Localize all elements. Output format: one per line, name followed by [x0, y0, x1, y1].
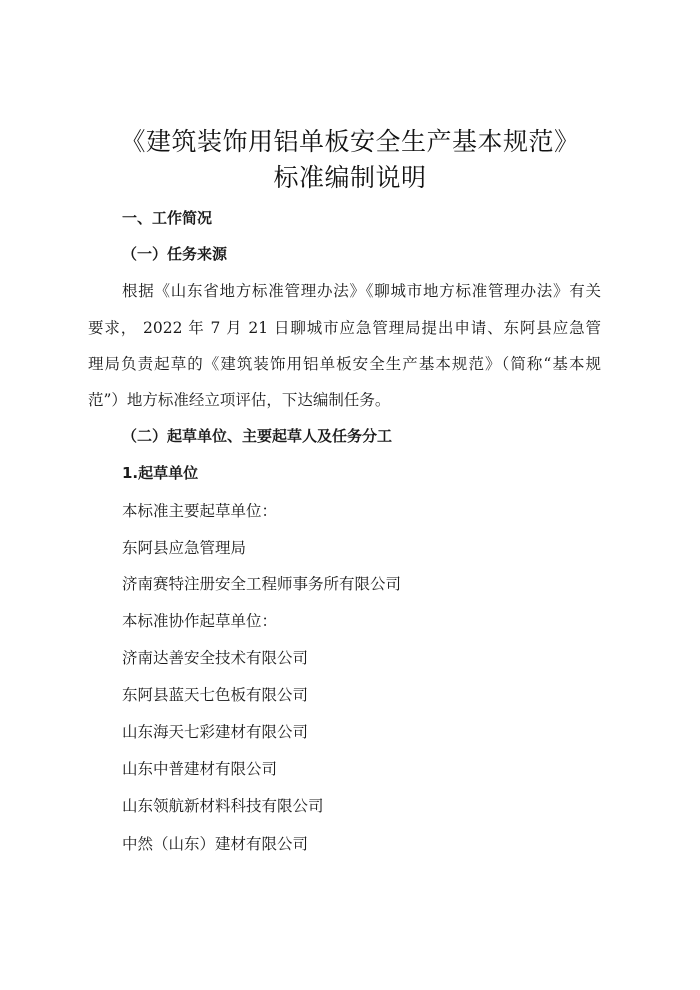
coop-unit-item: 山东领航新材料科技有限公司 — [122, 797, 324, 815]
paragraph-line: 要求， 2022 年 7 月 21 日聊城市应急管理局提出申请、东阿县应急管 — [88, 319, 601, 337]
subsection-heading-drafting-units: （二）起草单位、主要起草人及任务分工 — [122, 427, 393, 445]
main-units-label: 本标准主要起草单位： — [122, 502, 278, 520]
section-heading-work-overview: 一、工作简况 — [122, 209, 213, 227]
coop-unit-item: 济南达善安全技术有限公司 — [122, 649, 309, 667]
main-unit-item: 济南赛特注册安全工程师事务所有限公司 — [122, 575, 402, 593]
document-title: 《建筑装饰用铝单板安全生产基本规范》 — [120, 127, 580, 156]
subsection-heading-task-source: （一）任务来源 — [122, 245, 228, 263]
coop-unit-item: 山东海天七彩建材有限公司 — [122, 723, 309, 741]
coop-unit-item: 中然（山东）建材有限公司 — [122, 835, 309, 853]
item-heading-drafting-unit: 1.起草单位 — [122, 464, 199, 482]
paragraph-line: 范”）地方标准经立项评估，下达编制任务。 — [88, 391, 391, 409]
document-subtitle: 标准编制说明 — [273, 163, 427, 192]
coop-unit-item: 东阿县蓝天七色板有限公司 — [122, 686, 309, 704]
coop-units-label: 本标准协作起草单位： — [122, 612, 278, 630]
main-unit-item: 东阿县应急管理局 — [122, 539, 247, 557]
paragraph-line: 理局负责起草的《建筑装饰用铝单板安全生产基本规范》（简称“基本规 — [88, 355, 601, 373]
paragraph-line: 根据《山东省地方标准管理办法》《聊城市地方标准管理办法》有关 — [122, 282, 601, 300]
coop-unit-item: 山东中普建材有限公司 — [122, 760, 278, 778]
